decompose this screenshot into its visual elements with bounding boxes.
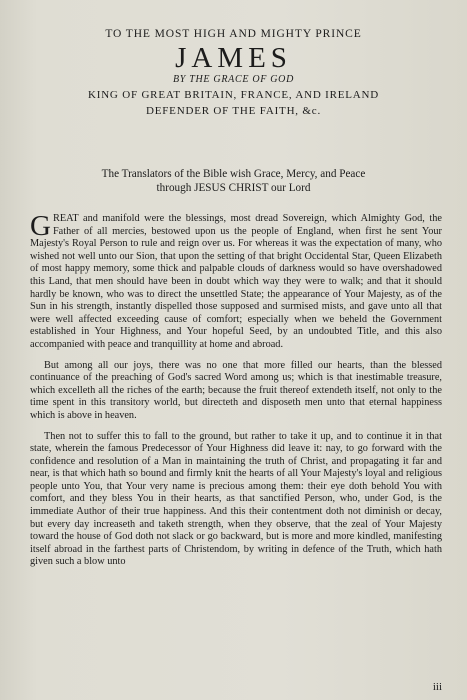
king-title: KING OF GREAT BRITAIN, FRANCE, AND IRELAND: [87, 89, 380, 101]
defender-title: DEFENDER OF THE FAITH, &c.: [146, 105, 321, 117]
dedication-to: TO THE MOST HIGH AND MIGHTY PRINCE: [105, 28, 362, 40]
paragraph-1-text: REAT and manifold were the blessings, most dread Sovereign, which Almighty God, the Father of all mercies, bestowed upon us the people of England, when first he sent Your Majesty's Royal Person to rule and reign over us. For whereas it was the expectation of many, who wished not well unto our Sion, that upon the setting of that bright Occidental Star, Queen Elizabeth of most happy memory, some thick and palpable clouds of darkness would so have overshadowed this Land, that men should have been in doubt which way they were to walk; and that it should hardly be known, who was to direct the unsettled State; the appearance of Your Majesty, as of the Sun in his strength, instantly dispelled those supposed and surmised mists, and gave unto all that were well affected exceeding cause of comfort; especially when we beheld the Government established in Your Highness, and Your hopeful Seed, by an undoubted Title, and this also accompanied with peace and tranquillity at home and abroad.: [30, 213, 442, 350]
translators-greeting: [0, 167, 467, 195]
page-number: iii: [432, 681, 442, 693]
paragraph-1: [30, 210, 442, 352]
dedication-body: [30, 210, 442, 577]
king-name: JAMES: [175, 42, 292, 74]
translators-line-2: through JESUS CHRIST our Lord: [156, 182, 311, 194]
paragraph-2: But among all our joys, there was no one that more filled our hearts, than the blessed continuance of the preaching of God's sacred Word among us; which is that inestimable treasure, which excelleth all the riches of the earth; because the fruit thereof extendeth itself, not only to the time spent in this transitory world, but directeth and disposeth men unto that eternal happiness which is above in heaven.: [30, 359, 442, 421]
drop-cap: G: [30, 210, 51, 242]
paragraph-3: Then not to suffer this to fall to the ground, but rather to take it up, and to continue it in that state, wherein the famous Predecessor of Your Highness did leave it: nay, to go forward with the confidence and resolution of a Man in maintaining the truth of Christ, and propagating it far and near, is that which hath so bound and firmly knit the hearts of all Your Majesty's loyal and religious people unto You, that Your very name is precious among them: their eye doth behold You with comfort, and they bless You in their hearts, as that sanctified Person, who, under God, is the immediate Author of their true happiness. And this their contentment doth not diminish or decay, but every day increaseth and taketh strength, when they observe, that the zeal of Your Majesty toward the house of God doth not slack or go backward, but is more and more kindled, manifesting itself abroad in the farthest parts of Christendom, by writing in defence of the Truth, which hath given such a blow unto: [30, 430, 442, 568]
grace-line: BY THE GRACE OF GOD: [172, 74, 295, 85]
dedication-heading: [0, 28, 467, 117]
translators-line-1: The Translators of the Bible wish Grace, Mercy, and Peace: [101, 168, 366, 180]
